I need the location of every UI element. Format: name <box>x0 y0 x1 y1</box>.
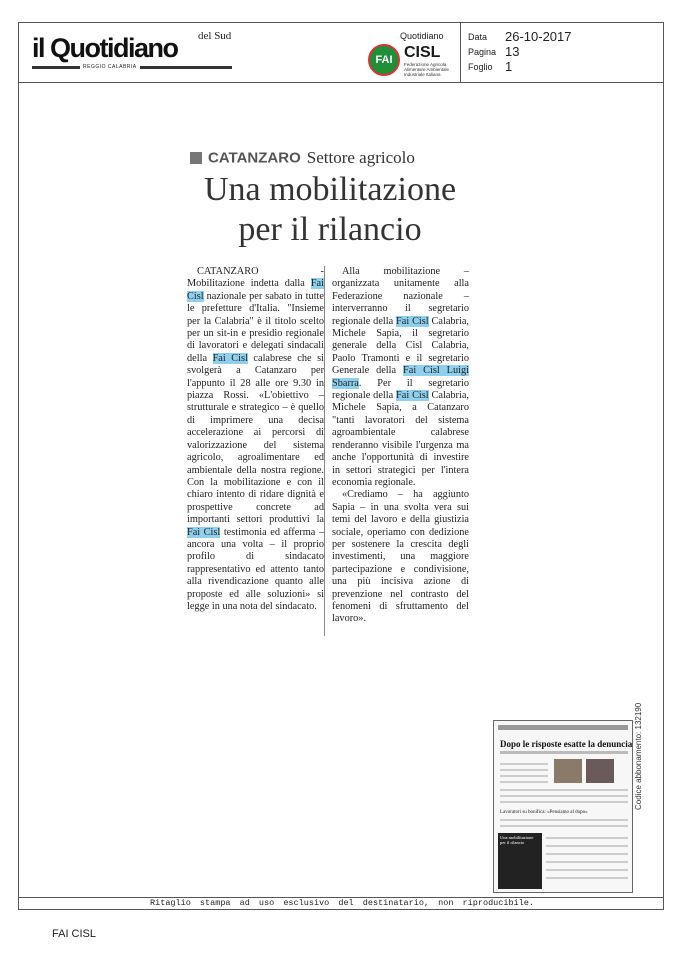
article-title <box>180 170 480 250</box>
header-separator <box>460 22 461 82</box>
text-run: Calabria, Michele Sapia, il segretario generale della Cisl Calabria, Paolo Tramonti e il segretario Generale della <box>332 315 469 377</box>
masthead-logo: il Quotidiano <box>32 33 178 63</box>
highlighted-term: Fai Cisl <box>396 315 429 327</box>
thumb-text-line <box>500 781 548 783</box>
column-2-paragraph-1 <box>332 266 469 489</box>
thumb-subline <box>500 751 628 754</box>
thumb-text-line <box>500 763 548 765</box>
thumb-text-line <box>546 869 628 871</box>
code-label: Codice abbonamento: <box>634 731 643 810</box>
thumb-text-line <box>546 861 628 863</box>
thumb-photo <box>554 759 582 783</box>
code-value: 132190 <box>634 702 643 730</box>
brand-subtitle: Federazione Agricola Alimentare Ambientale Industriale Italiana <box>404 62 450 77</box>
highlighted-term: Fai Cisl <box>187 278 324 302</box>
masthead-tag: REGGIO CALABRIA <box>80 64 140 70</box>
kicker-city: CATANZARO <box>208 149 301 167</box>
text-run: nazionale per sabato in tutte le prefetture d'Italia. "Insieme per la Calabria" è il titolo scelto per un sit-in e presidio regionale di lavoratori e delegati sindacali della <box>187 290 324 364</box>
subscription-code <box>634 703 643 810</box>
thumb-photo-2 <box>586 759 614 783</box>
highlighted-term: Fai Cisl <box>212 352 248 364</box>
highlighted-term: Fai Cisl <box>187 526 221 538</box>
brand-name: CISL <box>404 44 441 61</box>
text-run: testimonia ed afferma – ancora una volta – il proprio profilo di sindacato rappresentativo ed attento tanto alla rivendicazione quanto alle proposte ed alle soluzioni» si legge in una nota del sindacato. <box>187 526 324 612</box>
article-kicker <box>190 148 415 168</box>
fai-logo-icon: FAI <box>368 44 400 76</box>
header-divider <box>18 82 664 83</box>
thumb-text-line <box>500 795 628 797</box>
text-run: CATANZARO - Mobilitazione indetta dalla <box>187 266 324 290</box>
text-run: calabrese che si svolgerà a Catanzaro per l'appunto il 28 alle ore 9.30 in piazza Rossi. «L'obiettivo – strutturale e strategico – è quello di imprimere una decisa accelerazione ai percorsi di valorizzazione del sistema agricolo, agroalimentare ed ambientale della nostra regione. Con la mobilitazione e con il chiaro intento di ridare dignità e prospettive concrete ad importanti settori produttivi la <box>187 352 324 526</box>
thumb-text-line <box>500 769 548 771</box>
column-1-paragraph <box>187 266 324 613</box>
text-run: Alla mobilitazione – organizzata unitamente alla Federazione nazionale – interverranno il segretario regionale della <box>332 266 469 327</box>
meta-value-pagina: 13 <box>505 44 520 59</box>
thumb-text-line <box>500 819 628 821</box>
kicker-section: Settore agricolo <box>306 148 415 167</box>
article-column-1 <box>187 266 324 613</box>
meta-label-foglio: Foglio <box>468 62 493 72</box>
thumb-text-line <box>500 789 628 791</box>
highlighted-term: Fai Cisl Luigi Sbarra <box>332 365 469 389</box>
thumb-text-line <box>546 837 628 839</box>
thumb-text-line <box>546 845 628 847</box>
article-column-2 <box>332 266 469 626</box>
thumb-header <box>498 725 628 730</box>
column-divider <box>324 266 325 636</box>
disclaimer: Ritaglio stampa ad uso esclusivo del destinatario, non riproducibile. <box>150 898 534 908</box>
meta-label-data: Data <box>468 32 488 42</box>
thumb-headline: Dopo le risposte esatte la denuncia <box>500 739 633 749</box>
text-run: Calabria, Michele Sapia, a Catanzaro "tanti lavoratori del sistema agroambientale calabrese renderanno visibile l'urgenza ma anche l'opportunità di investire in settori strategici per l'intera economia regionale. <box>332 390 469 488</box>
masthead-sub: del Sud <box>198 30 232 42</box>
meta-value-foglio: 1 <box>505 59 513 74</box>
kicker-square-icon <box>190 152 202 164</box>
thumb-text-line <box>546 853 628 855</box>
meta-value-data: 26-10-2017 <box>505 29 572 44</box>
brand-label: Quotidiano <box>400 31 444 41</box>
thumb-text-line <box>500 801 628 803</box>
thumb-text-line <box>500 775 548 777</box>
title-line-1: Una mobilitazione <box>203 171 457 208</box>
highlighted-term: Fai Cisl <box>396 390 429 402</box>
thumb-subhead: Lavoratori su bonifica: «Pensiamo al dopo» <box>500 810 588 815</box>
client-name: FAI CISL <box>52 928 97 940</box>
page-thumbnail <box>493 720 633 893</box>
text-run: . Per il segretario regionale della <box>332 377 469 402</box>
title-line-2: per il rilancio <box>238 211 422 248</box>
column-2-paragraph-2: «Crediamo – ha aggiunto Sapia – in una svolta vera sui temi del lavoro e della giustizia sociale, operiamo con dedizione per sostenere la crescita degli investimenti, una maggiore partecipazione e condivisione, una più incisiva azione di prevenzione nel contrasto del fenomeni di sfruttamento del lavoro». <box>332 489 469 625</box>
meta-label-pagina: Pagina <box>468 47 497 57</box>
thumb-dark-title: Una mobilitazione per il rilancio <box>500 835 534 845</box>
thumb-text-line <box>500 825 628 827</box>
thumb-text-line <box>546 877 628 879</box>
